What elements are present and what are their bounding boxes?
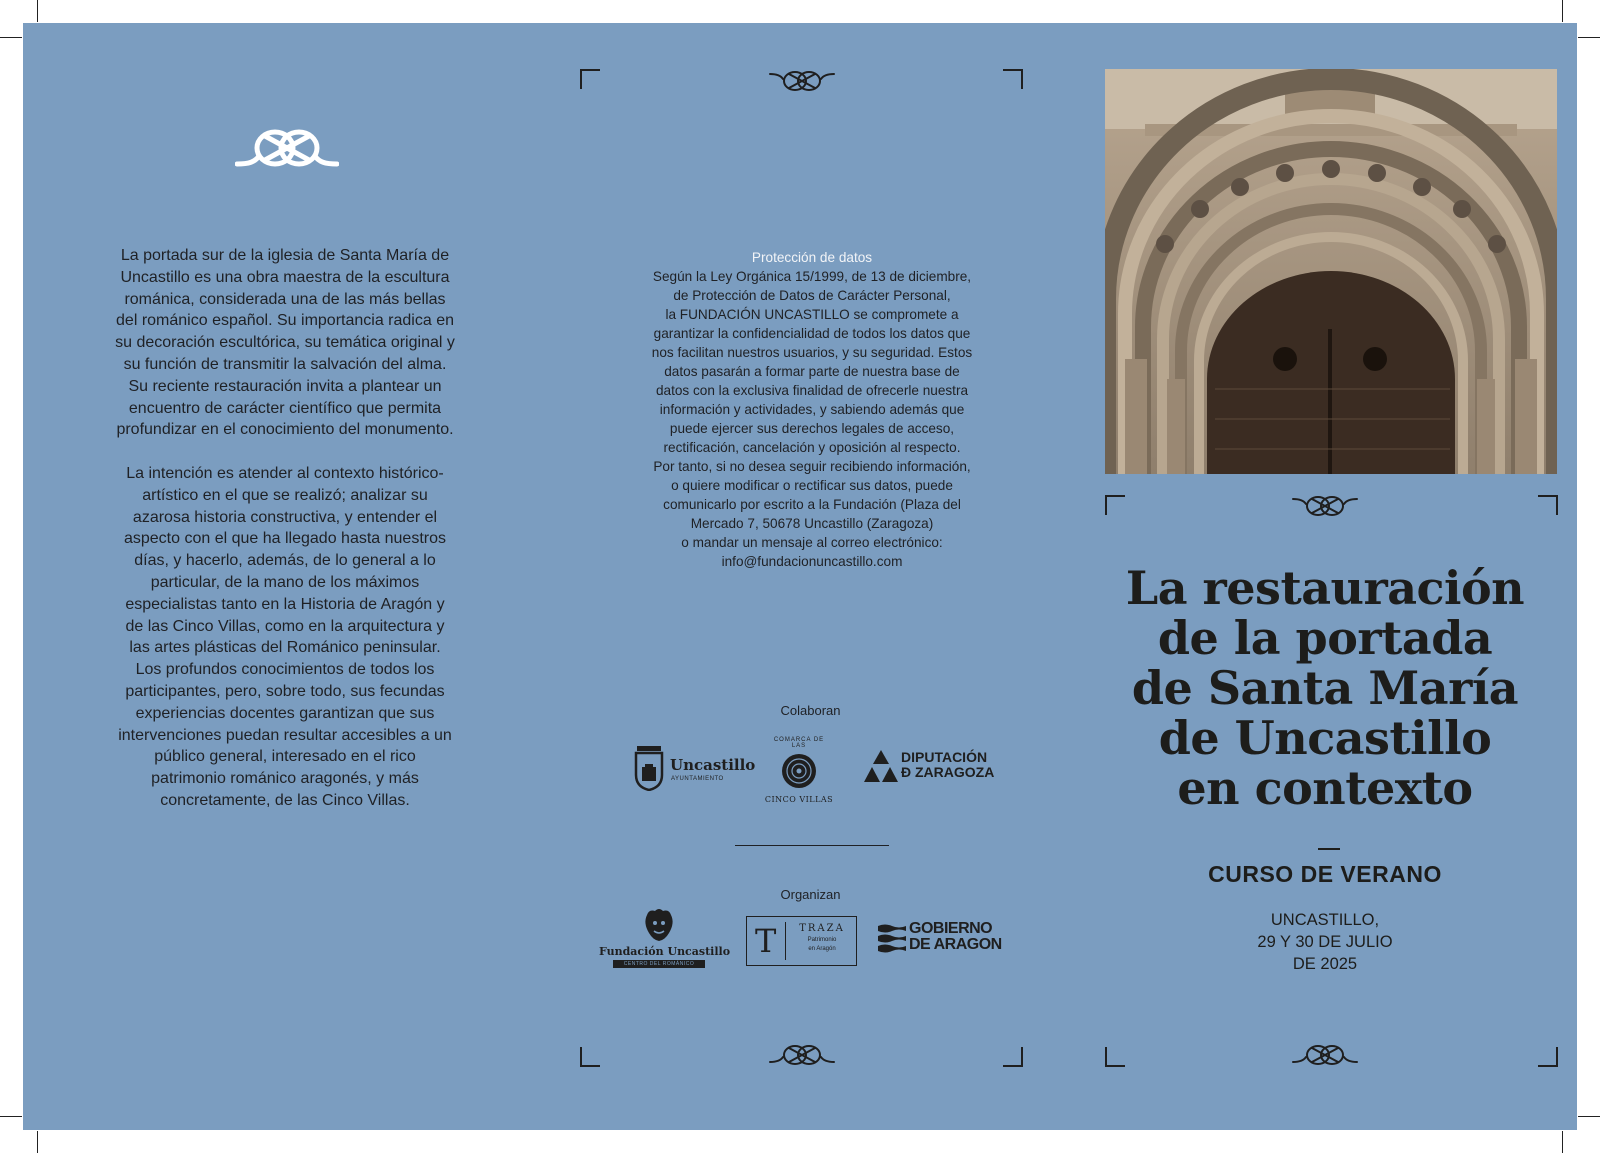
aragon-stripes-icon [877, 923, 907, 953]
crop-mark [0, 1116, 22, 1117]
fundacion-sub: CENTRO DEL ROMÁNICO [613, 960, 705, 968]
brochure-title [1083, 563, 1567, 813]
left-panel [23, 23, 548, 1130]
privacy-line: datos con la exclusiva finalidad de ofrecerle nuestra [655, 383, 969, 398]
knot-ornament-icon [235, 126, 339, 170]
privacy-line: puede ejercer sus derechos legales de acceso, [669, 421, 955, 436]
title-line: en contexto [1177, 761, 1473, 815]
diputacion-zaragoza-logo [863, 749, 1013, 789]
corner-mark [1105, 1047, 1125, 1067]
traza-t-mark: T [755, 922, 786, 960]
corner-mark [580, 69, 600, 89]
comarca-bottom-text: CINCO VILLAS [764, 795, 834, 804]
uncastillo-sub: AYUNTAMIENTO [671, 776, 724, 782]
traza-sub1: Patrimonio [807, 937, 837, 943]
date-line: 29 Y 30 DE JULIO [1257, 933, 1393, 951]
romanesque-portal-illustration [1105, 69, 1557, 474]
privacy-line: Según la Ley Orgánica 15/1999, de 13 de diciembre, [652, 269, 972, 284]
comarca-top-text: COMARCA DE LAS [773, 737, 825, 749]
privacy-line: comunicarlo por escrito a la Fundación (Plaza del [663, 497, 961, 512]
organizan-label: Organizan [780, 887, 841, 902]
privacy-line: la FUNDACIÓN UNCASTILLO se compromete a [665, 307, 959, 322]
crop-mark [1578, 1116, 1600, 1117]
intro-paragraph-1: La portada sur de la iglesia de Santa María de Uncastillo es una obra maestra de la escultura románica, considerada una de las más bellas del románico español. Su importancia radica en su decoración escultórica, su temática original y su función de transmitir la salvación del alma. Su reciente restauración invita a plantear un encuentro de carácter científico que permita profundizar en el conocimiento del monumento. [115, 247, 455, 439]
colaboran-label: Colaboran [780, 703, 841, 718]
divider-line [735, 845, 889, 846]
title-line: de Uncastillo [1158, 711, 1492, 765]
uncastillo-ayuntamiento-logo [633, 745, 756, 793]
triangle-mark-icon [863, 749, 899, 785]
gobierno-line1: GOBIERNO [909, 920, 993, 937]
title-line: La restauración [1125, 561, 1525, 615]
crop-mark [1562, 1131, 1563, 1153]
corner-mark [1538, 1047, 1558, 1067]
uncastillo-name: Uncastillo [670, 756, 756, 774]
corner-mark [580, 1047, 600, 1067]
privacy-line: garantizar la confidencialidad de todos los datos que [653, 326, 971, 341]
knot-ornament-icon [769, 1043, 835, 1069]
knot-ornament-icon [1292, 492, 1358, 518]
traza-name: TRAZA [799, 923, 845, 934]
right-panel [1073, 23, 1577, 1130]
portal-photo [1105, 69, 1557, 474]
year-line: DE 2025 [1292, 955, 1358, 973]
comarca-cinco-villas-logo [761, 735, 837, 807]
title-line: de Santa María [1131, 661, 1519, 715]
corner-mark [1003, 1047, 1023, 1067]
place-date [1073, 909, 1577, 975]
corner-mark [1003, 69, 1023, 89]
crop-mark [1578, 37, 1600, 38]
fundacion-uncastillo-logo [599, 907, 731, 971]
title-dash [1318, 848, 1340, 850]
privacy-line: Por tanto, si no desea seguir recibiendo información, [653, 459, 971, 474]
knot-ornament-icon [769, 67, 835, 93]
crop-mark [1562, 0, 1563, 22]
crop-mark [37, 0, 38, 22]
diputacion-line1: DIPUTACIÓN [901, 749, 988, 765]
privacy-line: Mercado 7, 50678 Uncastillo (Zaragoza) [690, 516, 934, 531]
privacy-line: información y actividades, y sabiendo además que [659, 402, 965, 417]
middle-panel [548, 23, 1073, 1130]
diputacion-line2: Ð ZARAGOZA [901, 764, 995, 780]
knot-ornament-icon [1292, 1043, 1358, 1069]
title-line: de la portada [1157, 611, 1493, 665]
privacy-email[interactable]: info@fundacionuncastillo.com [721, 554, 903, 569]
privacy-title: Protección de datos [751, 250, 873, 265]
privacy-line: o mandar un mensaje al correo electrónico: [681, 535, 943, 550]
gobierno-line2: DE ARAGON [909, 936, 1002, 953]
intro-paragraph-2: La intención es atender al contexto histórico-artístico en el que se realizó; analizar su azarosa historia constructiva, y entender el aspecto con el que ha llegado hasta nuestros días, y hacerlo, además, de lo general a lo particular, de la mano de los máximos especialistas tanto en la Historia de Aragón y de las Cinco Villas, como en la arquitectura y las artes plásticas del Románico peninsular. Los profundos conocimientos de todos los participantes, pero, sobre todo, sus fecundas experiencias docentes garantizan que sus intervenciones puedan resultar accesibles a un público general, interesado en el rico patrimonio románico aragonés, y más concretamente, de las Cinco Villas. [118, 464, 452, 809]
intro-text [115, 245, 455, 812]
traza-logo [746, 916, 857, 966]
crop-mark [37, 1131, 38, 1153]
traza-sub2: en Aragón [808, 946, 836, 952]
corner-mark [1538, 495, 1558, 515]
brochure-sheet [23, 23, 1577, 1130]
privacy-line: o quiere modificar o rectificar sus datos, puede [671, 478, 953, 493]
fundacion-name: Fundación Uncastillo [599, 945, 731, 958]
privacy-line: de Protección de Datos de Carácter Personal, [673, 288, 951, 303]
privacy-line: rectificación, cancelación y oposición al respecto. [663, 440, 961, 455]
castle-shield-icon [633, 745, 665, 791]
crop-mark [0, 37, 22, 38]
place-line: UNCASTILLO, [1270, 911, 1380, 929]
lion-crest-icon [641, 907, 677, 943]
corner-mark [1105, 495, 1125, 515]
gobierno-aragon-logo [877, 921, 1022, 957]
privacy-notice [598, 248, 1026, 571]
privacy-line: nos facilitan nuestros usuarios, y su seguridad. Estos [651, 345, 973, 360]
privacy-line: datos pasarán a formar parte de nuestra base de [664, 364, 960, 379]
course-label: CURSO DE VERANO [1208, 861, 1442, 887]
